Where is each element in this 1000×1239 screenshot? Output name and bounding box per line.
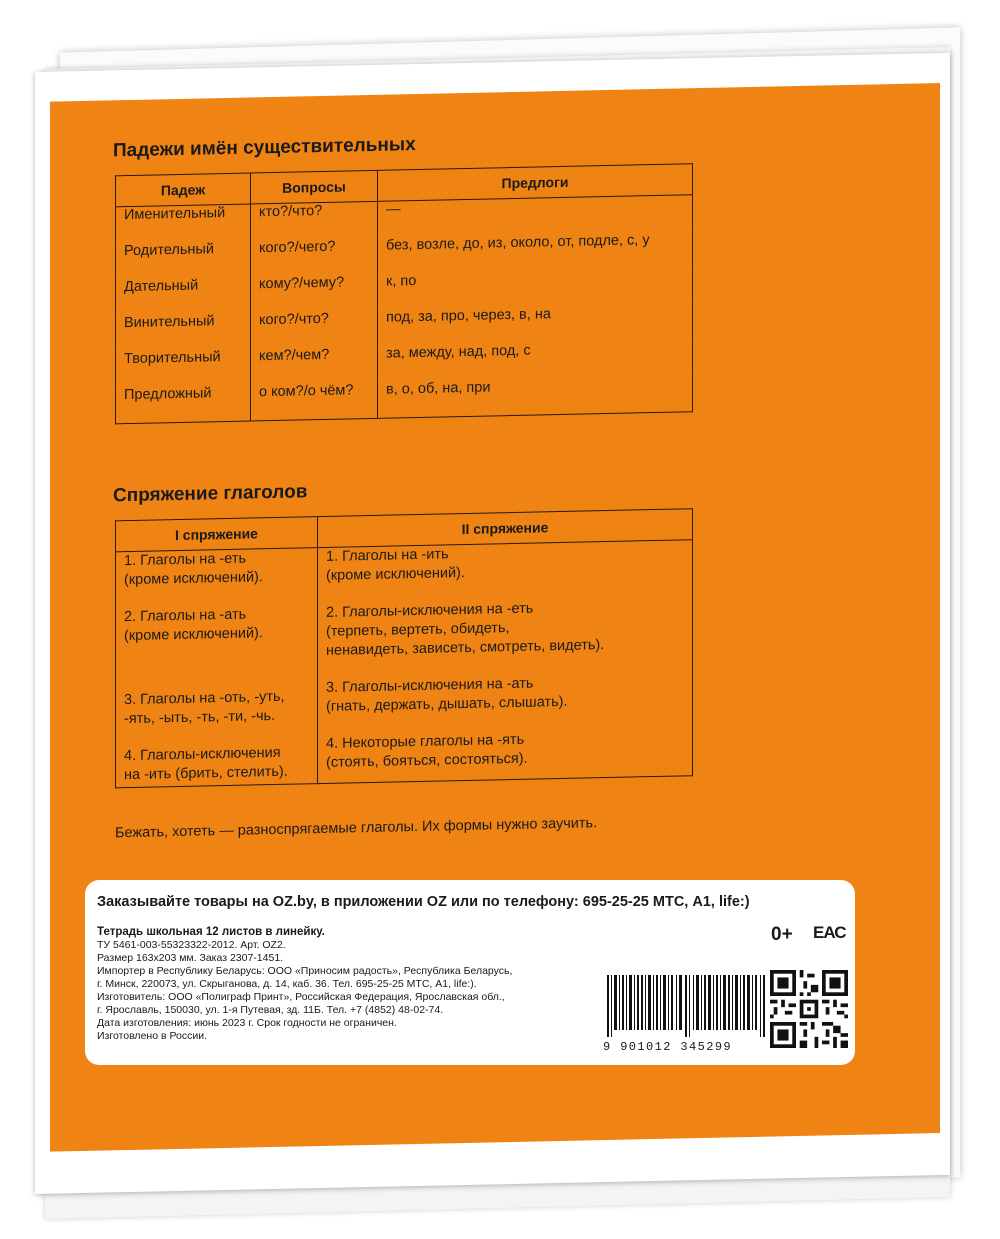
case-questions: кому?/чему? [251,274,378,313]
detail-line: Размер 163х203 мм. Заказ 2307-1451. [97,952,284,964]
case-prepositions: — [378,195,693,238]
cases-title: Падежи имён существительных [113,134,416,162]
list-item [326,671,684,716]
rule-text: 2. Глаголы на -ать [124,606,247,626]
rule-text: 1. Глаголы на -ить [326,546,449,565]
rule-text: (гнать, держать, дышать, слышать). [326,693,568,715]
header-second-conjugation: II спряжение [318,509,693,548]
case-prepositions: без, возле, до, из, около, от, подле, с, у [378,231,693,274]
first-conjugation-cell [116,548,318,788]
rule-text: 1. Глаголы на -еть [124,550,247,570]
detail-line: Импортер в Республику Беларусь: ООО «Приносим радость», Республика Беларусь, [97,965,513,977]
case-prepositions: за, между, над, под, с [378,339,693,382]
order-info: Заказывайте товары на OZ.by, в приложении OZ или по телефону: 695-25-25 МТС, А1, life:) [97,894,750,910]
header-questions: Вопросы [251,170,378,204]
list-item [124,687,309,729]
conjugation-note: Бежать, хотеть — разноспрягаемые глаголы. Их формы нужно заучить. [115,815,598,842]
product-details [97,926,592,1043]
case-questions: кого?/что? [251,310,378,349]
case-name: Родительный [116,240,251,279]
list-item [326,596,684,660]
age-rating: 0+ [771,924,793,945]
rule-text: на -ить (брить, стелить). [124,763,288,784]
rule-text: (кроме исключений). [124,569,263,589]
list-item [326,727,684,772]
header-first-conjugation: I спряжение [116,517,318,552]
barcode-number: 9 901012 345299 [603,1040,733,1054]
rule-text: (стоять, бояться, состояться). [326,750,528,771]
rule-text: ненавидеть, зависеть, смотреть, видеть). [326,637,605,659]
case-prepositions: в, о, об, на, при [378,375,693,418]
header-prepositions: Предлоги [378,164,693,202]
case-name: Предложный [116,384,251,423]
conjugation-table [115,508,693,788]
rule-text: (кроме исключений). [124,625,263,645]
rule-text: 2. Глаголы-исключения на -еть [326,600,534,621]
case-prepositions: к, по [378,267,693,310]
case-prepositions: под, за, про, через, в, на [378,303,693,346]
list-item [124,743,309,785]
rule-text: 3. Глаголы на -оть, -уть, [124,688,285,709]
detail-line: г. Ярославль, 150030, ул. 1-я Путевая, зд. 11Б. Тел. +7 (4852) 48-02-74. [97,1004,444,1016]
product-info-label [85,880,855,1065]
second-conjugation-cell [318,540,693,784]
list-item [326,540,684,585]
case-name: Дательный [116,276,251,315]
conjugation-title: Спряжение глаголов [113,481,308,507]
cases-table [115,163,693,424]
rule-text: 3. Глаголы-исключения на -ать [326,675,534,696]
product-name: Тетрадь школьная 12 листов в линейку. [97,926,325,938]
rule-text: 4. Глаголы-исключения [124,744,281,765]
rule-text: (терпеть, вертеть, обидеть, [326,620,510,640]
header-case: Падеж [116,173,251,207]
detail-line: Изготовлено в России. [97,1030,207,1042]
eac-mark-icon: ЕАС [813,923,846,942]
rule-text: (кроме исключений). [326,564,465,584]
list-item [124,548,309,590]
list-item [124,604,309,646]
case-questions: о ком?/о чём? [251,382,378,421]
case-name: Именительный [116,204,251,243]
rule-text: -ять, -ыть, -ть, -ти, -чь. [124,707,276,728]
case-name: Творительный [116,348,251,387]
detail-line: ТУ 5461-003-55323322-2012. Арт. OZ2. [97,939,286,951]
case-questions: кого?/чего? [251,238,378,277]
case-questions: кто?/что? [251,201,378,240]
rule-text: 4. Некоторые глаголы на -ять [326,731,525,752]
detail-line: Изготовитель: ООО «Полиграф Принт», Российская Федерация, Ярославская обл., [97,991,505,1003]
barcode-icon [607,975,769,1037]
case-name: Винительный [116,312,251,351]
detail-line: Дата изготовления: июнь 2023 г. Срок годности не ограничен. [97,1017,397,1029]
detail-line: г. Минск, 220073, ул. Скрыганова, д. 14, каб. 36. Тел. 695-25-25 МТС, А1, life:). [97,978,477,990]
qr-code-icon [770,970,848,1048]
case-questions: кем?/чем? [251,346,378,385]
